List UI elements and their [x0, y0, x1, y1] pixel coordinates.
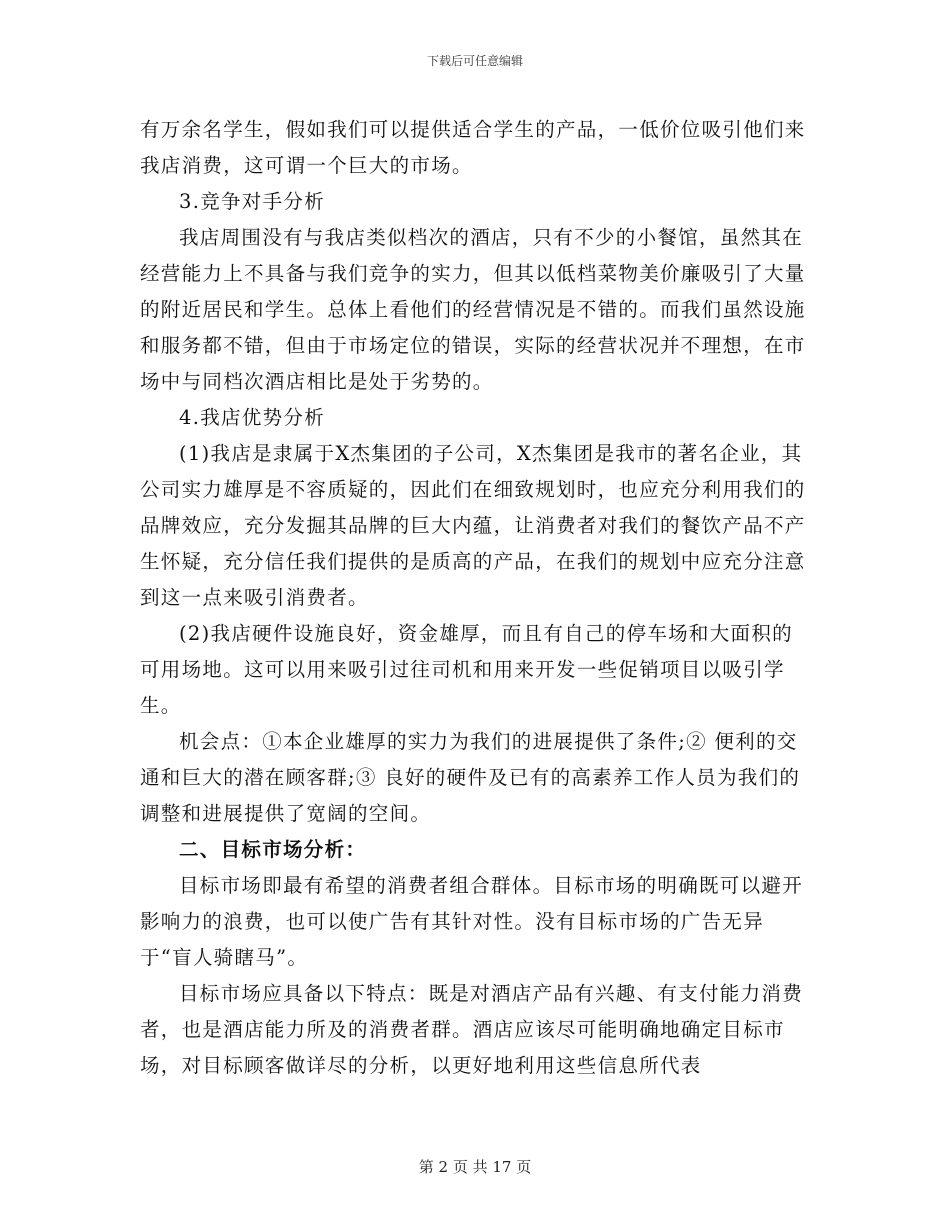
page-footer: 第 2 页 共 17 页 [418, 1158, 532, 1176]
section-heading-advantages: 4.我店优势分析 [179, 406, 326, 429]
paragraph-opportunities: 机会点：①本企业雄厚的实力为我们的进展提供了条件;② 便利的交通和巨大的潜在顾客群;③ 良好的硬件及已有的高素养工作人员为我们的调整和进展提供了宽阔的空间。 [140, 730, 801, 825]
document-body [140, 112, 808, 1084]
section-heading-competitors: 3.竞争对手分析 [179, 190, 326, 213]
paragraph-target-market-definition: 目标市场即最有希望的消费者组合群体。目标市场的明确既可以避开影响力的浪费，也可以使广告有其针对性。没有目标市场的广告无异于“盲人骑瞎马”。 [140, 874, 804, 969]
paragraph-advantage-1: (1)我店是隶属于X杰集团的子公司，X杰集团是我市的著名企业，其公司实力雄厚是不容质疑的，因此们在细致规划时，也应充分利用我们的品牌效应，充分发掘其品牌的巨大内蕴，让消费者对我们的餐饮产品不产生怀疑，充分信任我们提供的是质高的产品，在我们的规划中应充分注意到这一点来吸引消费者。 [140, 442, 806, 609]
paragraph-advantage-2: (2)我店硬件设施良好，资金雄厚，而且有自己的停车场和大面积的可用场地。这可以用来吸引过往司机和用来开发一些促销项目以吸引学生。 [140, 622, 793, 717]
paragraph-target-market-features: 目标市场应具备以下特点：既是对酒店产品有兴趣、有支付能力消费者，也是酒店能力所及的消费者群。酒店应该尽可能明确地确定目标市场，对目标顾客做详尽的分析，以更好地利用这些信息所代表 [140, 982, 804, 1077]
paragraph-competitors: 我店周围没有与我店类似档次的酒店，只有不少的小餐馆，虽然其在经营能力上不具备与我们竞争的实力，但其以低档菜物美价廉吸引了大量的附近居民和学生。总体上看他们的经营情况是不错的。而我们虽然设施和服务都不错，但由于市场定位的错误，实际的经营状况并不理想，在市场中与同档次酒店相比是处于劣势的。 [140, 226, 806, 393]
paragraph-continued: 有万余名学生，假如我们可以提供适合学生的产品，一低价位吸引他们来我店消费，这可谓一个巨大的市场。 [140, 118, 806, 177]
section-heading-target-market: 二、目标市场分析： [179, 838, 367, 861]
page-header: 下载后可任意编辑 [426, 54, 523, 68]
